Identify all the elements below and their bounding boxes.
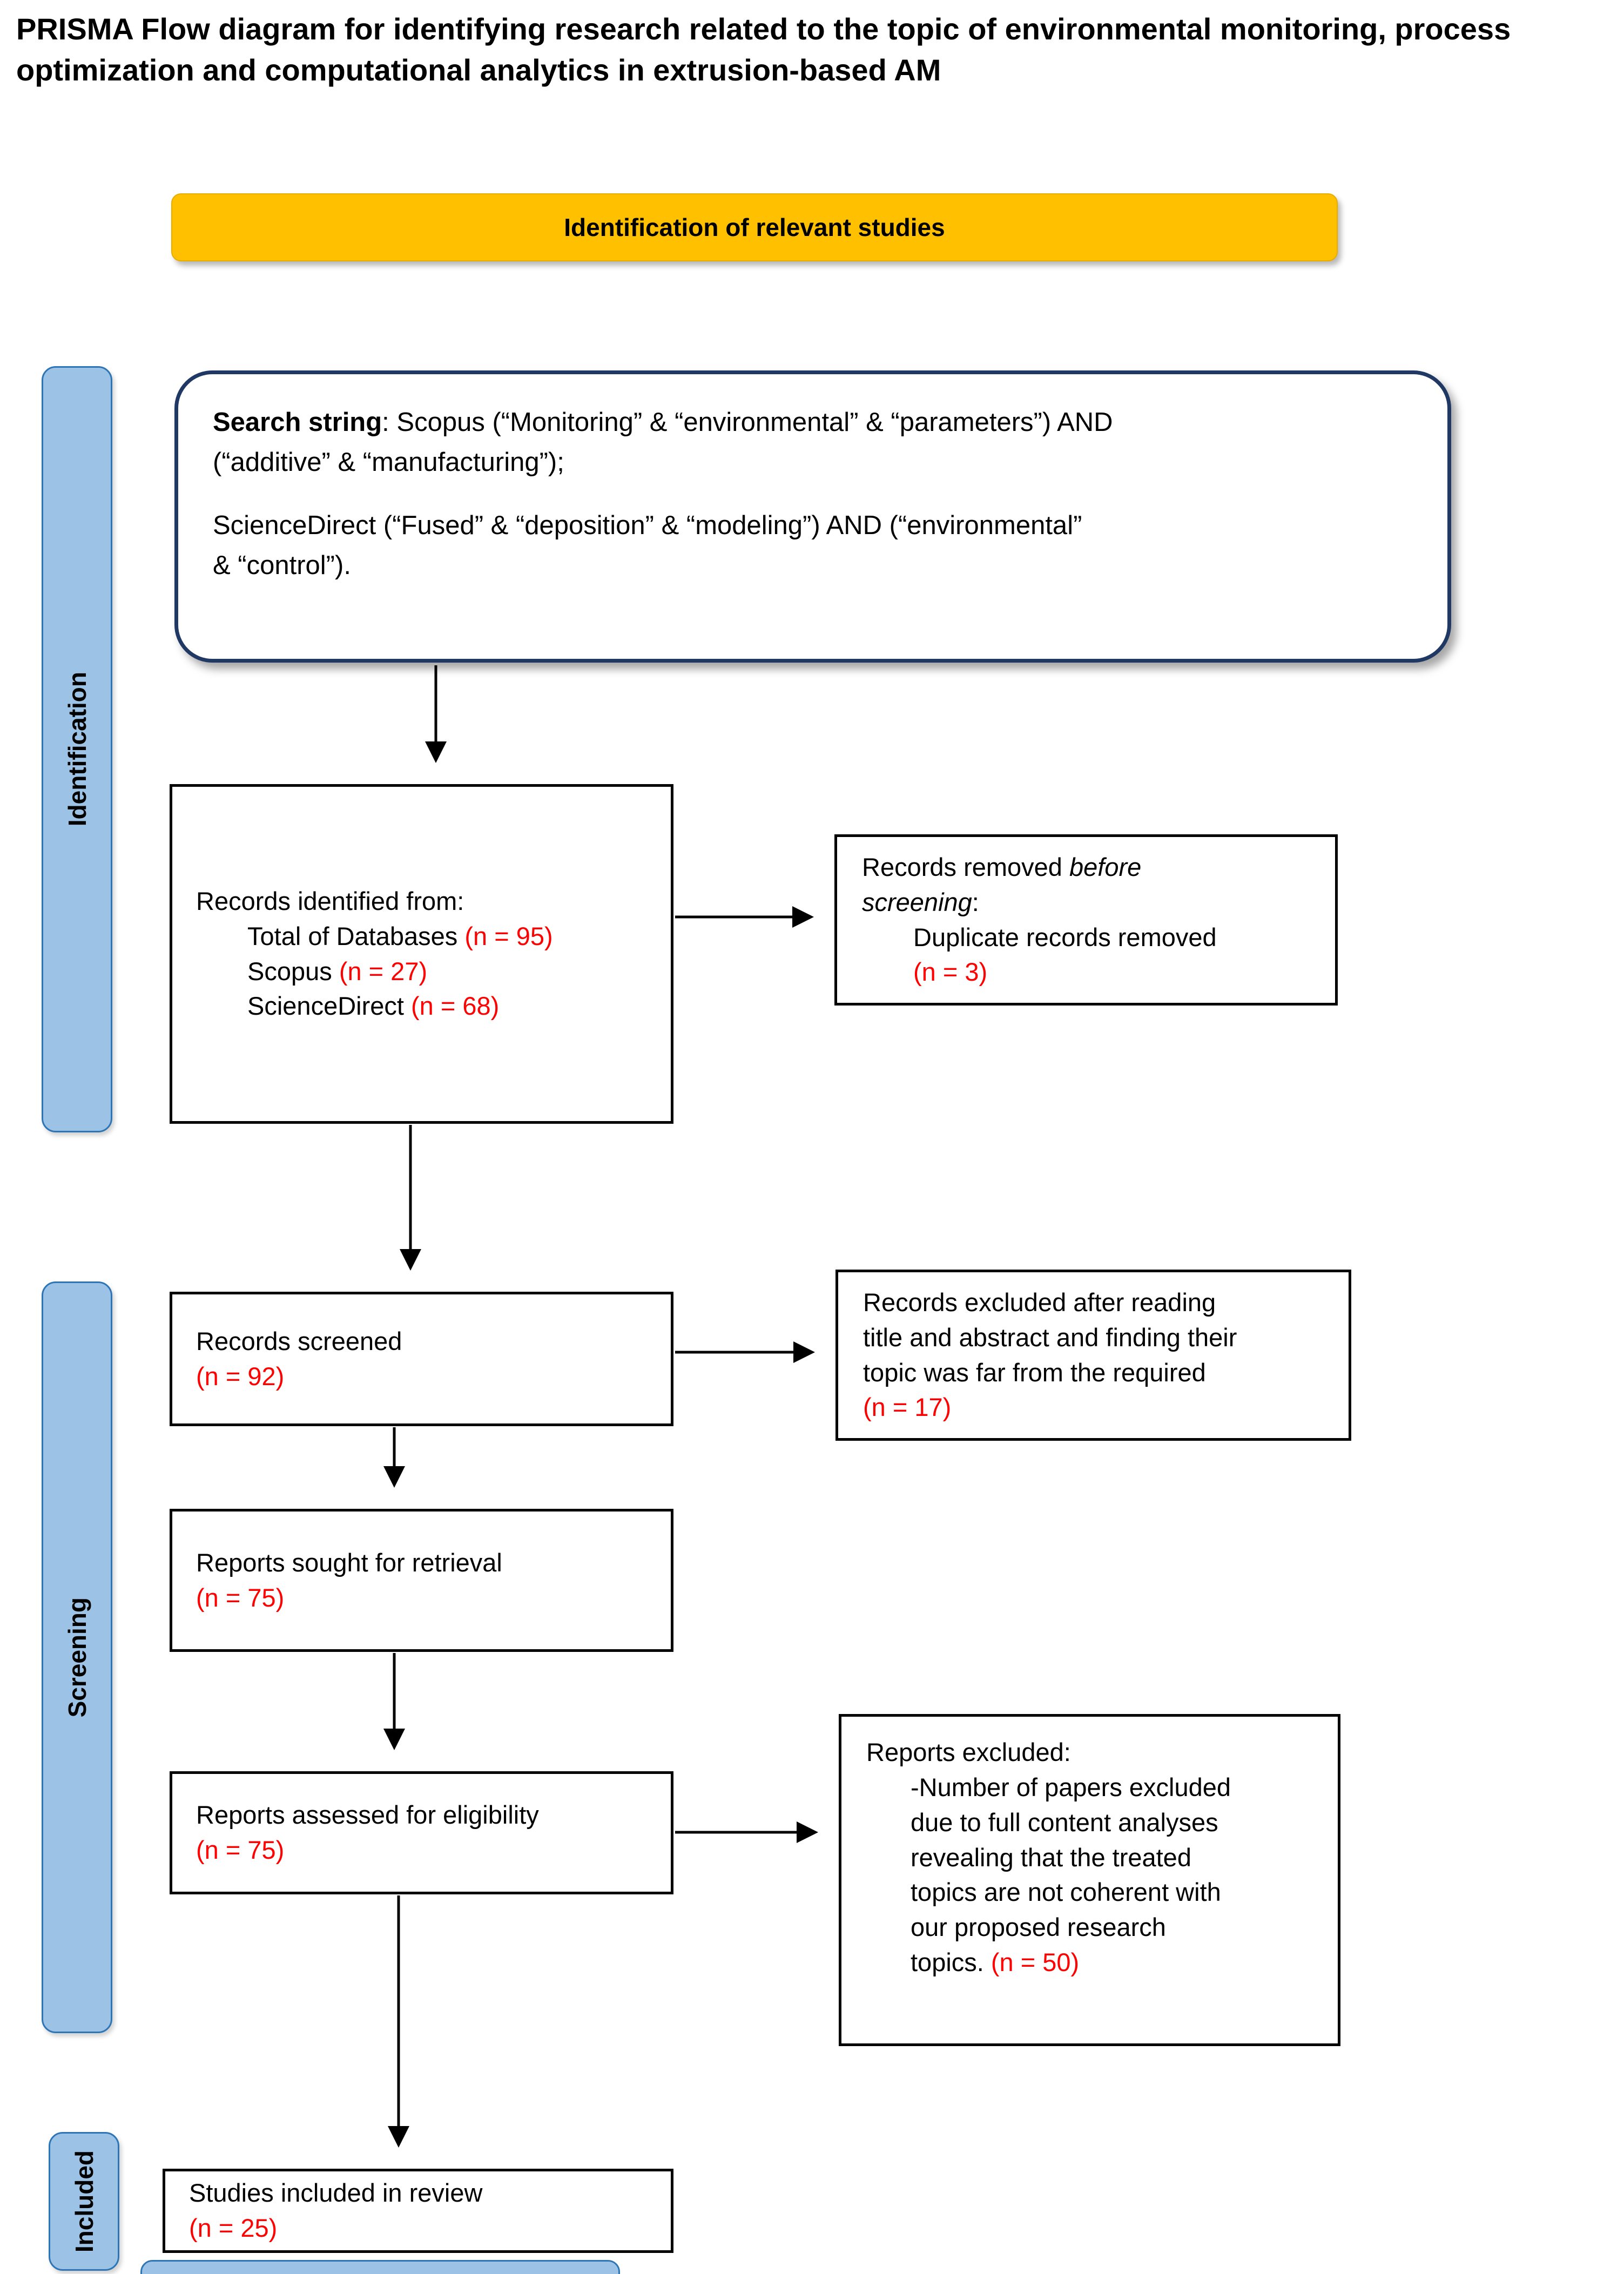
search-string-paragraph-2	[213, 505, 1413, 586]
records-removed-colon: :	[972, 887, 979, 916]
studies-included-label: Studies included in review	[189, 2178, 483, 2208]
records-excluded-box	[835, 1270, 1351, 1441]
search-string-box	[174, 370, 1451, 663]
reports-excluded-line-6-prefix: topics.	[911, 1948, 991, 1977]
search-string-line-1: : Scopus (“Monitoring” & “environmental” & “parameters”) AND	[382, 408, 1113, 437]
search-string-line-2: (“additive” & “manufacturing”);	[213, 448, 564, 477]
records-removed-prefix: Records removed	[862, 852, 1069, 881]
records-removed-italic-1: before	[1069, 852, 1142, 881]
page-title	[16, 9, 1615, 91]
records-removed-detail	[913, 920, 1316, 990]
reports-sought-box	[170, 1509, 673, 1652]
page-title-line-2: optimization and computational analytics in extrusion-based AM	[16, 53, 941, 87]
records-identified-item-scopus-label: Scopus	[247, 956, 339, 986]
reports-sought-count: (n = 75)	[196, 1583, 285, 1612]
studies-included-count: (n = 25)	[189, 2214, 278, 2242]
records-screened-count: (n = 92)	[196, 1361, 285, 1391]
records-identified-item-databases	[247, 919, 655, 954]
reports-excluded-line-4: topics are not coherent with	[911, 1878, 1221, 1907]
search-string-paragraph-1	[213, 402, 1413, 483]
records-screened-box	[170, 1292, 673, 1426]
records-excluded-count: (n = 17)	[863, 1393, 952, 1422]
records-removed-detail-text: Duplicate records removed	[913, 922, 1217, 952]
records-identified-item-databases-label: Total of Databases	[247, 921, 465, 950]
stage-label-screening: Screening	[63, 1597, 91, 1718]
records-identified-box	[170, 784, 673, 1124]
records-removed-box	[834, 834, 1338, 1006]
stage-bar-screening	[42, 1281, 112, 2033]
reports-excluded-line-5: our proposed research	[911, 1913, 1166, 1942]
search-string-line-3: ScienceDirect (“Fused” & “deposition” & “modeling”) AND (“environmental”	[213, 510, 1082, 540]
records-removed-count: (n = 3)	[913, 957, 988, 987]
reports-excluded-heading: Reports excluded:	[866, 1738, 1071, 1766]
stage-label-identification: Identification	[63, 672, 91, 827]
records-excluded-line-3: topic was far from the required	[863, 1358, 1206, 1387]
reports-assessed-label: Reports assessed for eligibility	[196, 1800, 539, 1830]
reports-excluded-line-2: due to full content analyses	[911, 1807, 1218, 1837]
bottom-blue-strip	[140, 2260, 620, 2274]
reports-assessed-count: (n = 75)	[196, 1836, 285, 1864]
records-identified-item-sciencedirect	[247, 989, 655, 1024]
reports-excluded-line-6	[911, 1945, 1319, 1980]
studies-included-box	[163, 2169, 673, 2253]
records-identified-item-sciencedirect-count: (n = 68)	[411, 991, 500, 1021]
stage-bar-included	[49, 2132, 119, 2271]
stage-bar-identification	[42, 366, 112, 1132]
reports-excluded-count: (n = 50)	[990, 1948, 1080, 1977]
page-title-line-1: PRISMA Flow diagram for identifying research related to the topic of environmental monitoring, process	[16, 12, 1511, 46]
stage-label-included: Included	[70, 2150, 98, 2253]
records-excluded-line-1: Records excluded after reading	[863, 1287, 1216, 1317]
identification-banner-label: Identification of relevant studies	[564, 213, 945, 241]
reports-excluded-detail	[911, 1770, 1319, 1980]
reports-excluded-box	[839, 1714, 1340, 2046]
reports-excluded-line-3: revealing that the treated	[911, 1843, 1191, 1872]
records-removed-heading	[862, 850, 1316, 920]
search-string-line-4: & “control”).	[213, 551, 351, 581]
records-screened-label: Records screened	[196, 1326, 402, 1355]
reports-assessed-box	[170, 1771, 673, 1894]
records-identified-item-databases-count: (n = 95)	[464, 921, 553, 950]
search-string-label: Search string	[213, 408, 382, 437]
identification-banner	[171, 193, 1338, 261]
records-excluded-line-2: title and abstract and finding their	[863, 1322, 1237, 1352]
records-identified-heading: Records identified from:	[196, 886, 464, 915]
reports-sought-label: Reports sought for retrieval	[196, 1548, 502, 1577]
records-removed-italic-2: screening	[862, 887, 972, 916]
records-identified-item-scopus	[247, 954, 655, 989]
records-identified-item-scopus-count: (n = 27)	[339, 956, 428, 986]
records-identified-item-sciencedirect-label: ScienceDirect	[247, 991, 411, 1021]
reports-excluded-line-1: -Number of papers excluded	[911, 1772, 1231, 1801]
